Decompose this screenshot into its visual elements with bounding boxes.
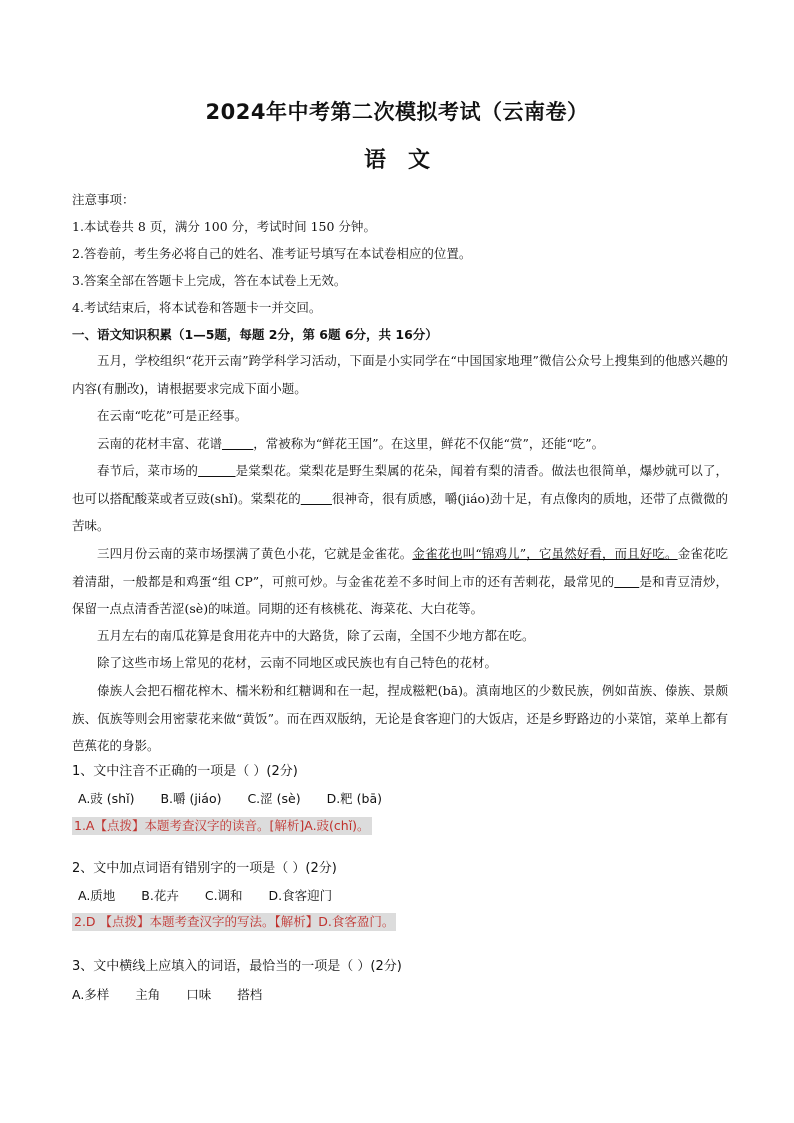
- fill-blank: [614, 574, 639, 589]
- passage-paragraph-5: [72, 540, 728, 623]
- notice-item: 1.本试卷共 8 页，满分 100 分，考试时间 150 分钟。: [72, 219, 376, 234]
- question-2-stem: 2、文中加点词语有错别字的一项是（ ）(2分): [72, 861, 337, 876]
- fill-blank: [198, 463, 236, 478]
- question-3-options: [72, 985, 284, 1005]
- question-2-answer: 2.D 【点拨】本题考查汉字的写法。【解析】D.食客盈门。: [74, 914, 395, 929]
- passage-text: 是棠梨花。棠梨花是野生梨属的花朵，闻着有梨的清香。做法也很简单，爆炒就可以了，也可以搭配酸菜或者豆豉(shǐ)。棠梨花的: [72, 463, 728, 506]
- passage-paragraph-7: 除了这些市场上常见的花材，云南不同地区或民族也有自己特色的花材。: [97, 655, 498, 670]
- option-a-word: 搭档: [237, 987, 263, 1002]
- passage-paragraph-4: [72, 457, 728, 540]
- passage-text: ，常被称为“鲜花王国”。在这里，鲜花不仅能“赏”，还能“吃”。: [253, 436, 605, 451]
- passage-text: 金雀花吃着清甜，一般都是和鸡蛋“组 CP”，可煎可炒。与金雀花差不多时间上市的还有苦刺花，最常见的: [72, 546, 728, 589]
- passage-text: 是和青豆清炒，保留一点点清香苦涩(sè)的味道。同期的还有核桃花、海菜花、大白花等。: [72, 573, 728, 616]
- notice-heading: 注意事项：: [72, 192, 135, 207]
- option-a: A.质地: [78, 888, 116, 903]
- underlined-sentence: 金雀花也叫“锦鸡儿”，它虽然好看，而且好吃。: [412, 546, 678, 561]
- option-a-word: 口味: [186, 987, 212, 1002]
- passage-paragraph-6: 五月左右的南瓜花算是食用花卉中的大路货，除了云南，全国不少地方都在吃。: [97, 628, 535, 643]
- option-a: A.多样: [72, 987, 110, 1002]
- exam-title: 2024年中考第二次模拟考试（云南卷）: [205, 100, 589, 124]
- section-heading: 一、语文知识积累（1—5题，每题 2分，第 6题 6分，共 16分）: [72, 327, 438, 342]
- question-3-stem: 3、文中横线上应填入的词语，最恰当的一项是（ ）(2分): [72, 959, 402, 974]
- passage-paragraph-1: 五月，学校组织“花开云南”跨学科学习活动，下面是小实同学在“中国国家地理”微信公众号上搜集到的他感兴趣的内容(有删改)，请根据要求完成下面小题。: [72, 353, 728, 396]
- notice-item: 3.答案全部在答题卡上完成，答在本试卷上无效。: [72, 273, 347, 288]
- question-2-options: [78, 886, 354, 906]
- question-1-answer: 1.A【点拨】本题考查汉字的读音。[解析]A.豉(chǐ)。: [74, 818, 370, 833]
- notice-item: 4.考试结束后，将本试卷和答题卡一并交回。: [72, 300, 322, 315]
- option-b: B.花卉: [141, 888, 179, 903]
- passage-text: 云南的花材丰富、花谱: [97, 436, 223, 451]
- passage-text: 很神奇，很有质感，嚼(jiáo)劲十足，有点像肉的质地，还带了点微微的苦味。: [72, 490, 728, 533]
- option-c: C.涩 (sè): [247, 791, 301, 806]
- fill-blank: [301, 491, 332, 506]
- passage-text: 三四月份云南的菜市场摆满了黄色小花，它就是金雀花。: [97, 546, 413, 561]
- subject-title: 语文: [363, 148, 452, 173]
- option-d: D.食客迎门: [268, 888, 333, 903]
- passage-paragraph-8: 傣族人会把石榴花榨木、檽米粉和红糖调和在一起，捏成糍粑(bā)。滇南地区的少数民族，例如苗族、傣族、景颇族、佤族等则会用密蒙花来做“黄饭”。而在西双版纳，无论是食客迎门的大饭店，还是乡野路边的小菜馆，菜单上都有芭蕉花的身影。: [72, 683, 728, 753]
- passage-text: 春节后，菜市场的: [97, 463, 199, 478]
- question-1-stem: 1、文中注音不正确的一项是（ ）(2分): [72, 764, 298, 779]
- fill-blank: [222, 436, 253, 451]
- passage-paragraph-2: 在云南“吃花”可是正经事。: [97, 408, 248, 423]
- option-b: B.嚼 (jiáo): [160, 791, 222, 806]
- notice-item: 2.答卷前，考生务必将自己的姓名、准考证号填写在本试卷相应的位置。: [72, 246, 472, 261]
- option-a: A.豉 (shǐ): [78, 791, 135, 806]
- option-d: D.粑 (bā): [326, 791, 382, 806]
- option-a-word: 主角: [135, 987, 161, 1002]
- question-1-options: [78, 789, 404, 809]
- option-c: C.调和: [204, 888, 243, 903]
- passage-paragraph-3: [72, 430, 728, 458]
